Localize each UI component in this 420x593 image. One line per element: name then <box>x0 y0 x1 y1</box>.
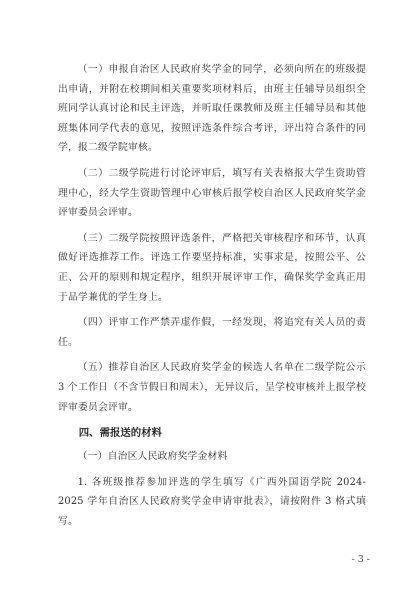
paragraph-application-form: 1. 各班级推荐参加评选的学生填写《广西外国语学院 2024-2025 学年自治区人民政府奖学金申请审批表》，请按附件 3 格式填写。 <box>58 476 366 527</box>
page-number: - 3 - <box>351 554 370 565</box>
paragraph-college-review: （二）二级学院进行讨论评审后，填写有关表格报大学生资助管理中心，经大学生资助管理中心审核后报学校自治区人民政府奖学金评审委员会评审。 <box>58 167 366 219</box>
section-heading-materials: 四、需报送的材料 <box>78 427 162 440</box>
subheading-scholarship-materials: （一）自治区人民政府奖学金材料 <box>77 451 228 463</box>
paragraph-selection-standards: （三）二级学院按照评选条件，严格把关审核程序和环节，认真做好评选推荐工作。评选工作要坚持标准，实事求是，按照公平、公正、公开的原则和规定程序，组织开展评审工作，确保奖学金真正用于品学兼优的学生身上。 <box>58 232 366 303</box>
document-body <box>58 60 366 537</box>
paragraph-application-procedure: （一）申报自治区人民政府奖学金的同学，必须向所在的班级提出申请，并附在校期间相关重要奖项材料后，由班主任辅导员组织全班同学认真讨论和民主评选，并听取任课教师及班主任辅导员和其他班集体同学代表的意见，按照评选条件综合考评，评出符合条件的同学，报二级学院审核。 <box>58 64 366 154</box>
paragraph-no-fraud: （四）评审工作严禁弄虚作假，一经发现，将追究有关人员的责任。 <box>58 317 366 348</box>
paragraph-public-notice: （五）推荐自治区人民政府奖学金的候选人名单在二级学院公示 3 个工作日（不含节假日和周末），无异议后，呈学校审核并上报学校评审委员会评审。 <box>58 362 366 413</box>
